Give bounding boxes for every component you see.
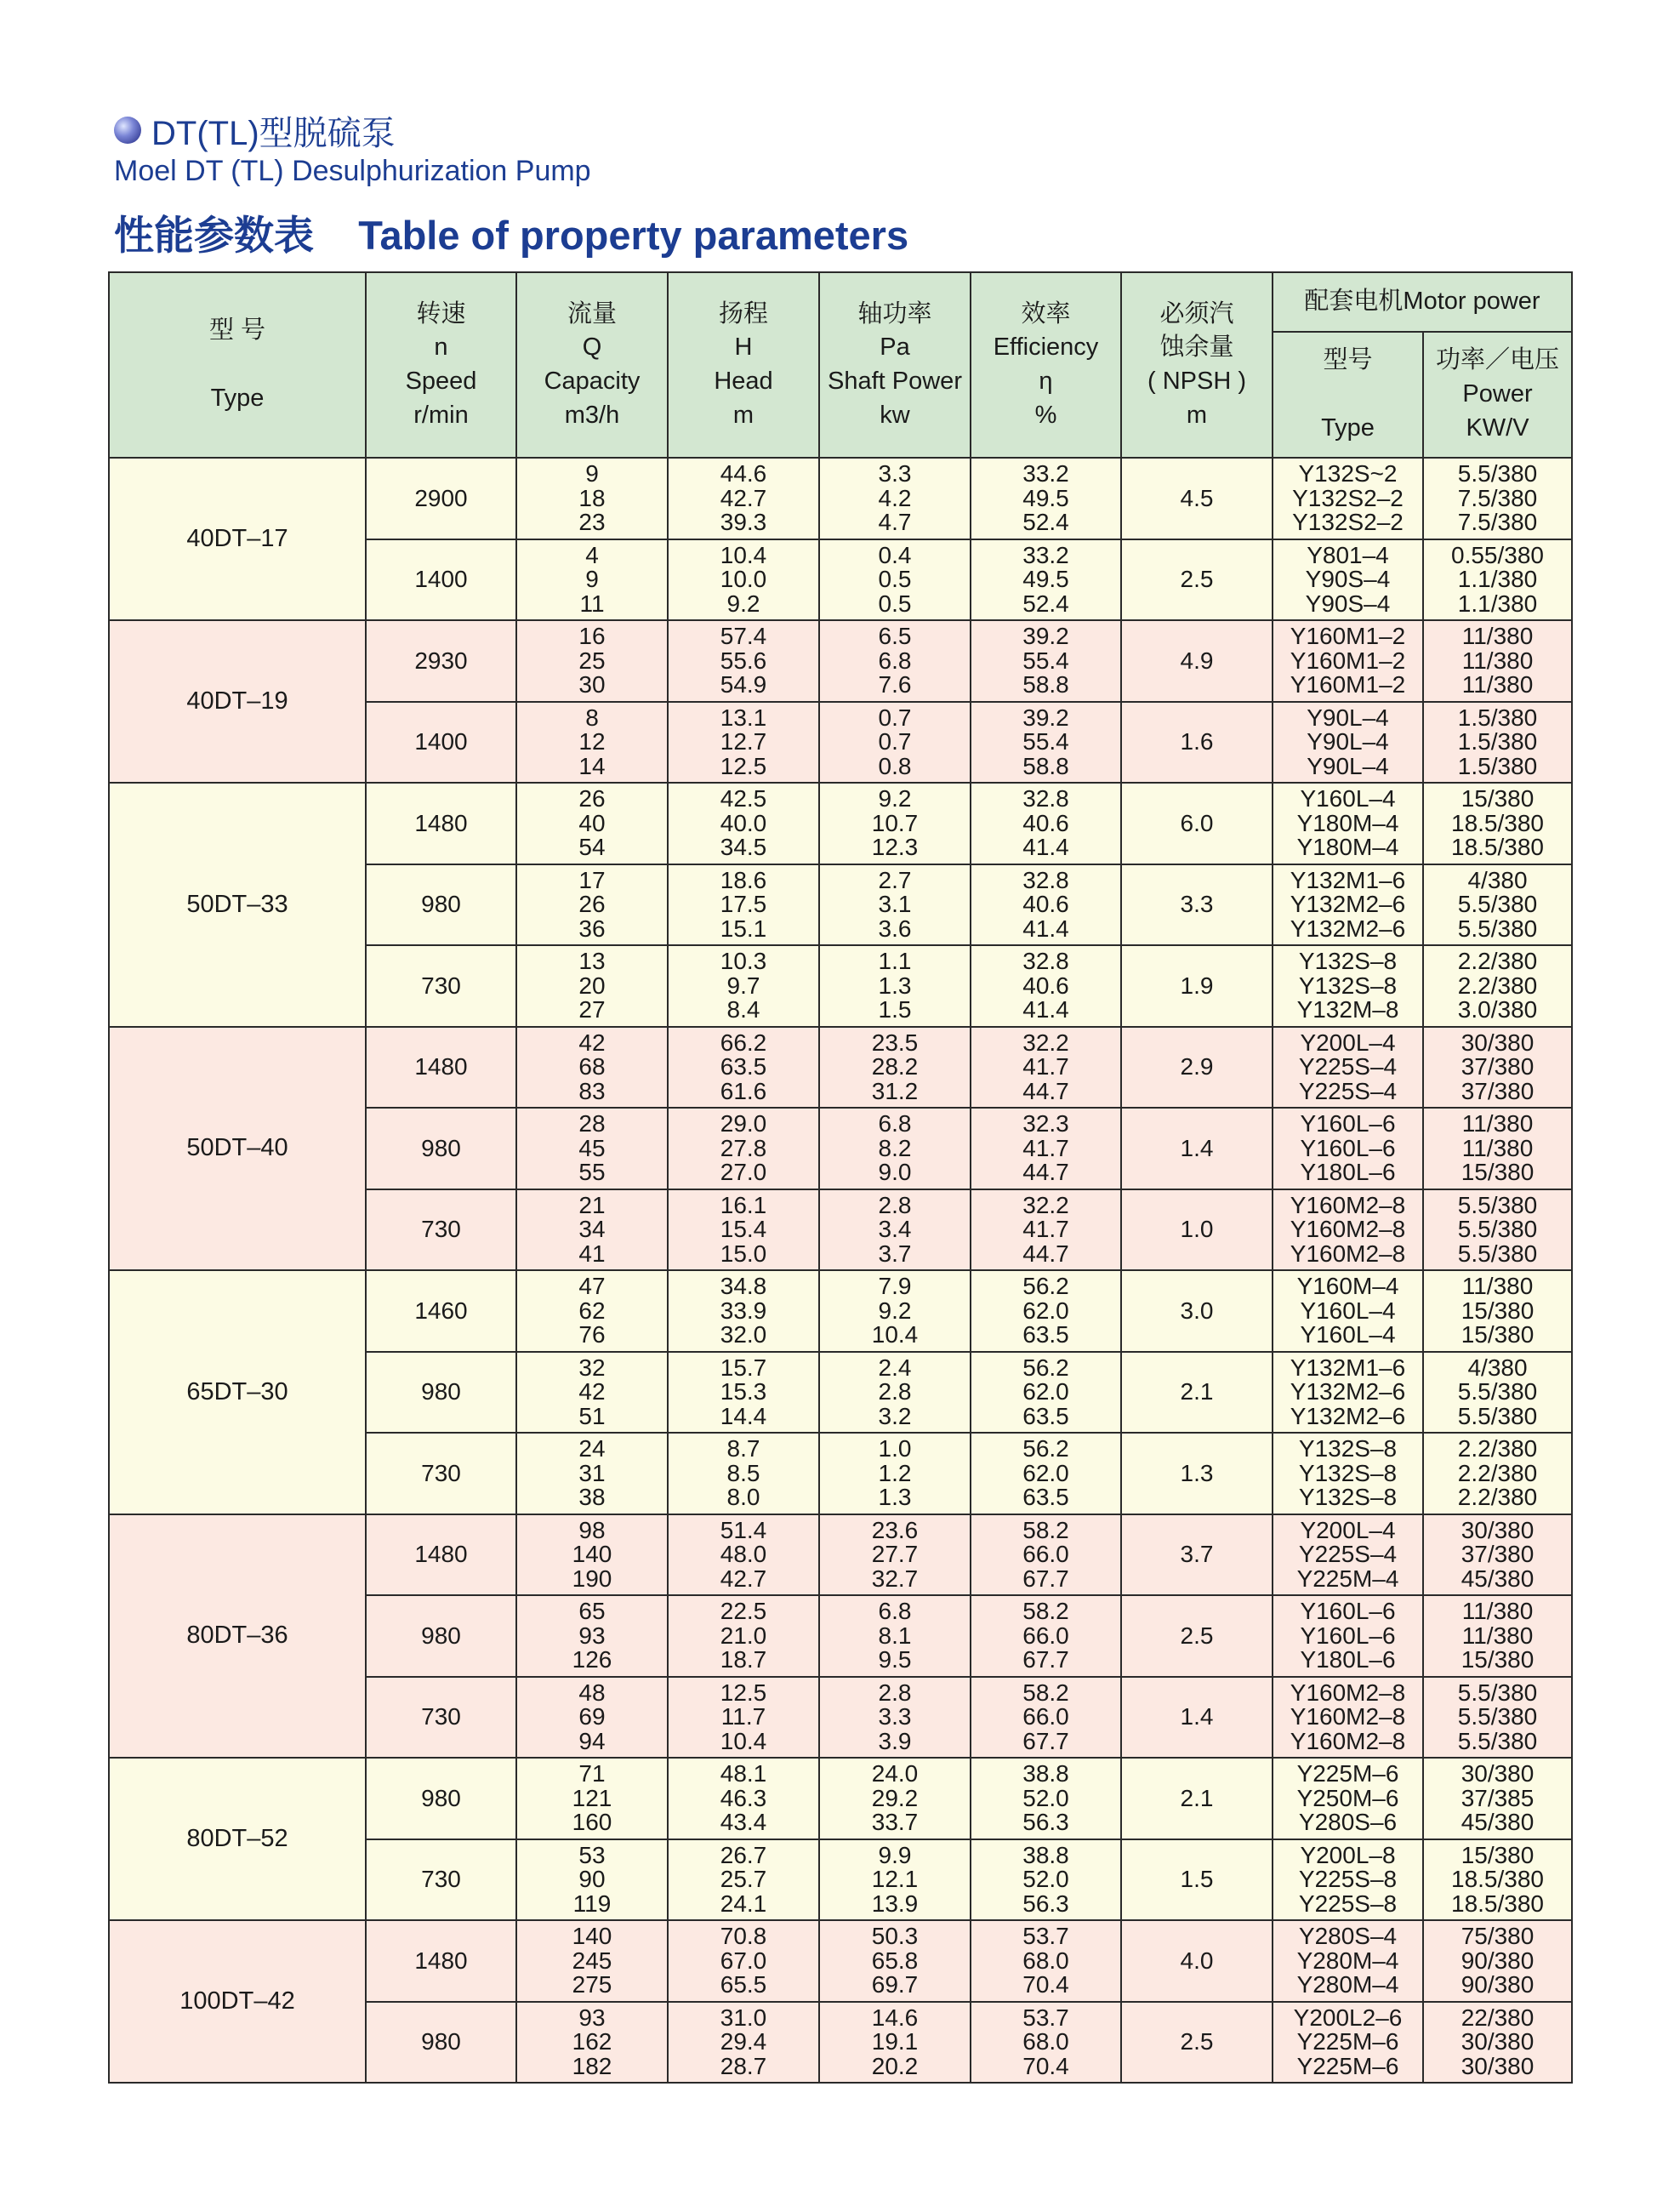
efficiency-cell: 38.8 52.0 56.3 <box>971 1758 1121 1839</box>
shaft-power-cell: 1.1 1.3 1.5 <box>819 945 971 1027</box>
power-voltage-cell: 2.2/380 2.2/380 2.2/380 <box>1423 1433 1572 1514</box>
speed-cell: 730 <box>366 1189 516 1271</box>
shaft-power-cell: 3.3 4.2 4.7 <box>819 458 971 539</box>
efficiency-cell: 33.2 49.5 52.4 <box>971 458 1121 539</box>
power-voltage-cell: 30/380 37/385 45/380 <box>1423 1758 1572 1839</box>
speed-cell: 2900 <box>366 458 516 539</box>
motor-type-cell: Y132M1–6 Y132M2–6 Y132M2–6 <box>1273 864 1423 946</box>
col-header-motor-type: 型号 Type <box>1273 332 1423 458</box>
power-voltage-cell: 1.5/380 1.5/380 1.5/380 <box>1423 702 1572 784</box>
head-cell: 44.6 42.7 39.3 <box>668 458 819 539</box>
npsh-cell: 3.3 <box>1121 864 1273 946</box>
capacity-cell: 4 9 11 <box>516 539 668 621</box>
head-cell: 34.8 33.9 32.0 <box>668 1270 819 1352</box>
motor-type-cell: Y132S–8 Y132S–8 Y132S–8 <box>1273 1433 1423 1514</box>
speed-cell: 1400 <box>366 539 516 621</box>
speed-cell: 730 <box>366 1433 516 1514</box>
power-voltage-cell: 30/380 37/380 37/380 <box>1423 1027 1572 1109</box>
motor-type-cell: Y200L–4 Y225S–4 Y225S–4 <box>1273 1027 1423 1109</box>
efficiency-cell: 58.2 66.0 67.7 <box>971 1677 1121 1759</box>
head-cell: 57.4 55.6 54.9 <box>668 620 819 702</box>
motor-type-cell: Y160M–4 Y160L–4 Y160L–4 <box>1273 1270 1423 1352</box>
pump-model-cell: 50DT–40 <box>109 1027 366 1271</box>
efficiency-cell: 32.8 40.6 41.4 <box>971 864 1121 946</box>
speed-cell: 980 <box>366 864 516 946</box>
power-voltage-cell: 11/380 15/380 15/380 <box>1423 1270 1572 1352</box>
col-header-motor-power: 配套电机Motor power <box>1273 272 1572 332</box>
npsh-cell: 2.9 <box>1121 1027 1273 1109</box>
shaft-power-cell: 9.9 12.1 13.9 <box>819 1839 971 1921</box>
capacity-cell: 13 20 27 <box>516 945 668 1027</box>
efficiency-cell: 56.2 62.0 63.5 <box>971 1352 1121 1434</box>
capacity-cell: 17 26 36 <box>516 864 668 946</box>
capacity-cell: 98 140 190 <box>516 1514 668 1596</box>
efficiency-cell: 39.2 55.4 58.8 <box>971 620 1121 702</box>
col-header-type: 型 号 Type <box>109 272 366 458</box>
npsh-cell: 4.9 <box>1121 620 1273 702</box>
head-cell: 29.0 27.8 27.0 <box>668 1108 819 1189</box>
power-voltage-cell: 4/380 5.5/380 5.5/380 <box>1423 864 1572 946</box>
capacity-cell: 16 25 30 <box>516 620 668 702</box>
shaft-power-cell: 50.3 65.8 69.7 <box>819 1920 971 2002</box>
efficiency-cell: 56.2 62.0 63.5 <box>971 1270 1121 1352</box>
head-cell: 51.4 48.0 42.7 <box>668 1514 819 1596</box>
efficiency-cell: 33.2 49.5 52.4 <box>971 539 1121 621</box>
pump-model-cell: 65DT–30 <box>109 1270 366 1514</box>
efficiency-cell: 32.8 40.6 41.4 <box>971 783 1121 864</box>
power-voltage-cell: 11/380 11/380 15/380 <box>1423 1108 1572 1189</box>
speed-cell: 980 <box>366 2002 516 2084</box>
capacity-cell: 32 42 51 <box>516 1352 668 1434</box>
capacity-cell: 26 40 54 <box>516 783 668 864</box>
efficiency-cell: 58.2 66.0 67.7 <box>971 1595 1121 1677</box>
shaft-power-cell: 0.7 0.7 0.8 <box>819 702 971 784</box>
shaft-power-cell: 6.8 8.1 9.5 <box>819 1595 971 1677</box>
speed-cell: 1460 <box>366 1270 516 1352</box>
shaft-power-cell: 2.4 2.8 3.2 <box>819 1352 971 1434</box>
col-header-speed: 转速 n Speed r/min <box>366 272 516 458</box>
table-row <box>109 1514 1572 1596</box>
shaft-power-cell: 14.6 19.1 20.2 <box>819 2002 971 2084</box>
head-cell: 16.1 15.4 15.0 <box>668 1189 819 1271</box>
power-voltage-cell: 2.2/380 2.2/380 3.0/380 <box>1423 945 1572 1027</box>
capacity-cell: 21 34 41 <box>516 1189 668 1271</box>
table-row <box>109 1027 1572 1109</box>
efficiency-cell: 32.2 41.7 44.7 <box>971 1189 1121 1271</box>
head-cell: 12.5 11.7 10.4 <box>668 1677 819 1759</box>
speed-cell: 730 <box>366 1839 516 1921</box>
npsh-cell: 2.5 <box>1121 2002 1273 2084</box>
speed-cell: 730 <box>366 1677 516 1759</box>
motor-type-cell: Y132S~2 Y132S2–2 Y132S2–2 <box>1273 458 1423 539</box>
header-title-line <box>114 109 591 151</box>
pump-model-cell: 50DT–33 <box>109 783 366 1027</box>
motor-type-cell: Y200L2–6 Y225M–6 Y225M–6 <box>1273 2002 1423 2084</box>
efficiency-cell: 39.2 55.4 58.8 <box>971 702 1121 784</box>
power-voltage-cell: 30/380 37/380 45/380 <box>1423 1514 1572 1596</box>
head-cell: 31.0 29.4 28.7 <box>668 2002 819 2084</box>
shaft-power-cell: 24.0 29.2 33.7 <box>819 1758 971 1839</box>
motor-type-cell: Y280S–4 Y280M–4 Y280M–4 <box>1273 1920 1423 2002</box>
power-voltage-cell: 15/380 18.5/380 18.5/380 <box>1423 1839 1572 1921</box>
table-row <box>109 783 1572 864</box>
pump-model-cell: 80DT–52 <box>109 1758 366 1920</box>
col-header-npsh: 必须汽 蚀余量 ( NPSH ) m <box>1121 272 1273 458</box>
motor-type-cell: Y160M2–8 Y160M2–8 Y160M2–8 <box>1273 1677 1423 1759</box>
motor-type-cell: Y225M–6 Y250M–6 Y280S–6 <box>1273 1758 1423 1839</box>
shaft-power-cell: 2.8 3.4 3.7 <box>819 1189 971 1271</box>
npsh-cell: 4.5 <box>1121 458 1273 539</box>
head-cell: 22.5 21.0 18.7 <box>668 1595 819 1677</box>
motor-type-cell: Y90L–4 Y90L–4 Y90L–4 <box>1273 702 1423 784</box>
pump-model-cell: 40DT–19 <box>109 620 366 783</box>
efficiency-cell: 53.7 68.0 70.4 <box>971 2002 1121 2084</box>
motor-type-cell: Y132S–8 Y132S–8 Y132M–8 <box>1273 945 1423 1027</box>
npsh-cell: 3.0 <box>1121 1270 1273 1352</box>
capacity-cell: 48 69 94 <box>516 1677 668 1759</box>
table-row <box>109 620 1572 702</box>
head-cell: 8.7 8.5 8.0 <box>668 1433 819 1514</box>
npsh-cell: 3.7 <box>1121 1514 1273 1596</box>
capacity-cell: 140 245 275 <box>516 1920 668 2002</box>
head-cell: 48.1 46.3 43.4 <box>668 1758 819 1839</box>
npsh-cell: 2.1 <box>1121 1352 1273 1434</box>
shaft-power-cell: 2.8 3.3 3.9 <box>819 1677 971 1759</box>
power-voltage-cell: 0.55/380 1.1/380 1.1/380 <box>1423 539 1572 621</box>
shaft-power-cell: 7.9 9.2 10.4 <box>819 1270 971 1352</box>
npsh-cell: 1.0 <box>1121 1189 1273 1271</box>
motor-type-cell: Y160M1–2 Y160M1–2 Y160M1–2 <box>1273 620 1423 702</box>
npsh-cell: 1.6 <box>1121 702 1273 784</box>
shaft-power-cell: 2.7 3.1 3.6 <box>819 864 971 946</box>
shaft-power-cell: 1.0 1.2 1.3 <box>819 1433 971 1514</box>
speed-cell: 1480 <box>366 783 516 864</box>
table-row <box>109 1920 1572 2002</box>
speed-cell: 1400 <box>366 702 516 784</box>
efficiency-cell: 56.2 62.0 63.5 <box>971 1433 1121 1514</box>
shaft-power-cell: 6.5 6.8 7.6 <box>819 620 971 702</box>
head-cell: 15.7 15.3 14.4 <box>668 1352 819 1434</box>
speed-cell: 980 <box>366 1352 516 1434</box>
product-title-cn: DT(TL)型脱硫泵 <box>151 114 396 152</box>
efficiency-cell: 58.2 66.0 67.7 <box>971 1514 1121 1596</box>
head-cell: 18.6 17.5 15.1 <box>668 864 819 946</box>
pump-model-cell: 40DT–17 <box>109 458 366 620</box>
speed-cell: 730 <box>366 945 516 1027</box>
efficiency-cell: 38.8 52.0 56.3 <box>971 1839 1121 1921</box>
head-cell: 10.4 10.0 9.2 <box>668 539 819 621</box>
table-title: 性能参数表 Table of property parameters <box>114 213 909 258</box>
power-voltage-cell: 5.5/380 5.5/380 5.5/380 <box>1423 1189 1572 1271</box>
table-header <box>109 272 1572 458</box>
table-body <box>109 458 1572 2083</box>
shaft-power-cell: 23.5 28.2 31.2 <box>819 1027 971 1109</box>
speed-cell: 1480 <box>366 1920 516 2002</box>
power-voltage-cell: 75/380 90/380 90/380 <box>1423 1920 1572 2002</box>
col-header-efficiency: 效率 Efficiency η % <box>971 272 1121 458</box>
npsh-cell: 1.9 <box>1121 945 1273 1027</box>
capacity-cell: 42 68 83 <box>516 1027 668 1109</box>
npsh-cell: 2.5 <box>1121 539 1273 621</box>
head-cell: 42.5 40.0 34.5 <box>668 783 819 864</box>
power-voltage-cell: 11/380 11/380 11/380 <box>1423 620 1572 702</box>
capacity-cell: 47 62 76 <box>516 1270 668 1352</box>
capacity-cell: 28 45 55 <box>516 1108 668 1189</box>
power-voltage-cell: 11/380 11/380 15/380 <box>1423 1595 1572 1677</box>
shaft-power-cell: 0.4 0.5 0.5 <box>819 539 971 621</box>
capacity-cell: 93 162 182 <box>516 2002 668 2084</box>
npsh-cell: 6.0 <box>1121 783 1273 864</box>
motor-type-cell: Y200L–4 Y225S–4 Y225M–4 <box>1273 1514 1423 1596</box>
head-cell: 70.8 67.0 65.5 <box>668 1920 819 2002</box>
npsh-cell: 1.5 <box>1121 1839 1273 1921</box>
capacity-cell: 71 121 160 <box>516 1758 668 1839</box>
shaft-power-cell: 23.6 27.7 32.7 <box>819 1514 971 1596</box>
speed-cell: 2930 <box>366 620 516 702</box>
pump-model-cell: 80DT–36 <box>109 1514 366 1759</box>
npsh-cell: 1.4 <box>1121 1677 1273 1759</box>
table-row <box>109 1270 1572 1352</box>
shaft-power-cell: 6.8 8.2 9.0 <box>819 1108 971 1189</box>
motor-type-cell: Y160L–4 Y180M–4 Y180M–4 <box>1273 783 1423 864</box>
npsh-cell: 1.3 <box>1121 1433 1273 1514</box>
speed-cell: 1480 <box>366 1514 516 1596</box>
motor-type-cell: Y200L–8 Y225S–8 Y225S–8 <box>1273 1839 1423 1921</box>
speed-cell: 1480 <box>366 1027 516 1109</box>
speed-cell: 980 <box>366 1595 516 1677</box>
motor-type-cell: Y160L–6 Y160L–6 Y180L–6 <box>1273 1108 1423 1189</box>
page-header <box>114 109 591 188</box>
npsh-cell: 2.5 <box>1121 1595 1273 1677</box>
efficiency-cell: 53.7 68.0 70.4 <box>971 1920 1121 2002</box>
power-voltage-cell: 4/380 5.5/380 5.5/380 <box>1423 1352 1572 1434</box>
shaft-power-cell: 9.2 10.7 12.3 <box>819 783 971 864</box>
col-header-power-voltage: 功率／电压 Power KW/V <box>1423 332 1572 458</box>
capacity-cell: 53 90 119 <box>516 1839 668 1921</box>
table-row <box>109 1758 1572 1839</box>
npsh-cell: 1.4 <box>1121 1108 1273 1189</box>
motor-type-cell: Y132M1–6 Y132M2–6 Y132M2–6 <box>1273 1352 1423 1434</box>
power-voltage-cell: 15/380 18.5/380 18.5/380 <box>1423 783 1572 864</box>
motor-type-cell: Y160L–6 Y160L–6 Y180L–6 <box>1273 1595 1423 1677</box>
table-row <box>109 458 1572 539</box>
product-subtitle-en: Moel DT (TL) Desulphurization Pump <box>114 155 591 187</box>
speed-cell: 980 <box>366 1758 516 1839</box>
motor-type-cell: Y160M2–8 Y160M2–8 Y160M2–8 <box>1273 1189 1423 1271</box>
capacity-cell: 9 18 23 <box>516 458 668 539</box>
npsh-cell: 2.1 <box>1121 1758 1273 1839</box>
head-cell: 66.2 63.5 61.6 <box>668 1027 819 1109</box>
head-cell: 10.3 9.7 8.4 <box>668 945 819 1027</box>
capacity-cell: 8 12 14 <box>516 702 668 784</box>
efficiency-cell: 32.3 41.7 44.7 <box>971 1108 1121 1189</box>
efficiency-cell: 32.8 40.6 41.4 <box>971 945 1121 1027</box>
sphere-bullet-icon <box>114 117 141 144</box>
power-voltage-cell: 22/380 30/380 30/380 <box>1423 2002 1572 2084</box>
head-cell: 26.7 25.7 24.1 <box>668 1839 819 1921</box>
col-header-shaft-power: 轴功率 Pa Shaft Power kw <box>819 272 971 458</box>
efficiency-cell: 32.2 41.7 44.7 <box>971 1027 1121 1109</box>
capacity-cell: 65 93 126 <box>516 1595 668 1677</box>
power-voltage-cell: 5.5/380 5.5/380 5.5/380 <box>1423 1677 1572 1759</box>
col-header-head: 扬程 H Head m <box>668 272 819 458</box>
npsh-cell: 4.0 <box>1121 1920 1273 2002</box>
col-header-capacity: 流量 Q Capacity m3/h <box>516 272 668 458</box>
motor-type-cell: Y801–4 Y90S–4 Y90S–4 <box>1273 539 1423 621</box>
speed-cell: 980 <box>366 1108 516 1189</box>
pump-model-cell: 100DT–42 <box>109 1920 366 2083</box>
head-cell: 13.1 12.7 12.5 <box>668 702 819 784</box>
performance-table <box>108 271 1573 2084</box>
power-voltage-cell: 5.5/380 7.5/380 7.5/380 <box>1423 458 1572 539</box>
capacity-cell: 24 31 38 <box>516 1433 668 1514</box>
